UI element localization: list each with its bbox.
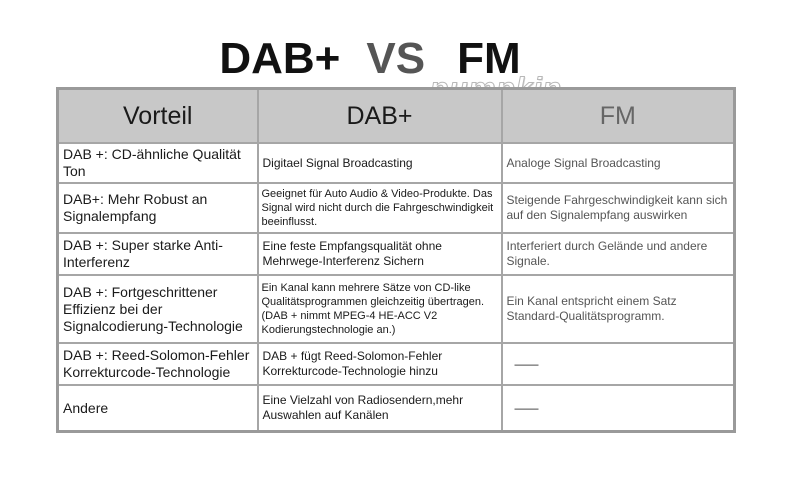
cell-dab: DAB + fügt Reed-Solomon-Fehler Korrekturcode-Technologie hinzu <box>258 343 502 385</box>
cell-vorteil: DAB +: Fortgeschrittener Effizienz bei der Signalcodierung-Technologie <box>58 275 258 343</box>
cell-dab: Digitael Signal Broadcasting <box>258 143 502 183</box>
cell-dab: Ein Kanal kann mehrere Sätze von CD-like Qualitätsprogrammen gleichzeitig übertragen. (DAB + nimmt MPEG-4 HE-ACC V2 Kodierungstechnologie an.) <box>258 275 502 343</box>
cell-vorteil: Andere <box>58 385 258 431</box>
cell-dab: Eine Vielzahl von Radiosendern,mehr Auswahlen auf Kanälen <box>258 385 502 431</box>
empty-dash: —— <box>514 356 539 371</box>
cell-fm: Steigende Fahrgeschwindigkeit kann sich auf den Signalempfang auswirken <box>502 183 735 233</box>
header-dab: DAB+ <box>258 89 502 144</box>
cell-vorteil: DAB+: Mehr Robust an Signalempfang <box>58 183 258 233</box>
cell-fm: Interferiert durch Gelände und andere Signale. <box>502 233 735 275</box>
title-vs: VS <box>366 34 426 83</box>
cell-fm <box>502 343 735 385</box>
table-header-row <box>58 89 735 144</box>
cell-dab: Eine feste Empfangsqualität ohne Mehrwege-Interferenz Sichern <box>258 233 502 275</box>
cell-fm: Ein Kanal entspricht einem Satz Standard-Qualitätsprogramm. <box>502 275 735 343</box>
empty-dash: —— <box>514 400 539 415</box>
cell-fm: Analoge Signal Broadcasting <box>502 143 735 183</box>
table-row <box>58 183 735 233</box>
title-dab: DAB+ <box>219 34 341 83</box>
page-title <box>0 34 740 84</box>
table-row <box>58 343 735 385</box>
title-fm: FM <box>457 34 521 83</box>
header-fm: FM <box>502 89 735 144</box>
table-row <box>58 275 735 343</box>
table-row <box>58 385 735 431</box>
cell-fm <box>502 385 735 431</box>
comparison-table <box>56 87 736 433</box>
cell-vorteil: DAB +: Super starke Anti-Interferenz <box>58 233 258 275</box>
header-vorteil: Vorteil <box>58 89 258 144</box>
cell-dab: Geeignet für Auto Audio & Video-Produkte. Das Signal wird nicht durch die Fahrgeschwindigkeit beeinflusst. <box>258 183 502 233</box>
cell-vorteil: DAB +: CD-ähnliche Qualität Ton <box>58 143 258 183</box>
table-row <box>58 233 735 275</box>
cell-vorteil: DAB +: Reed-Solomon-Fehler Korrekturcode-Technologie <box>58 343 258 385</box>
table-row <box>58 143 735 183</box>
